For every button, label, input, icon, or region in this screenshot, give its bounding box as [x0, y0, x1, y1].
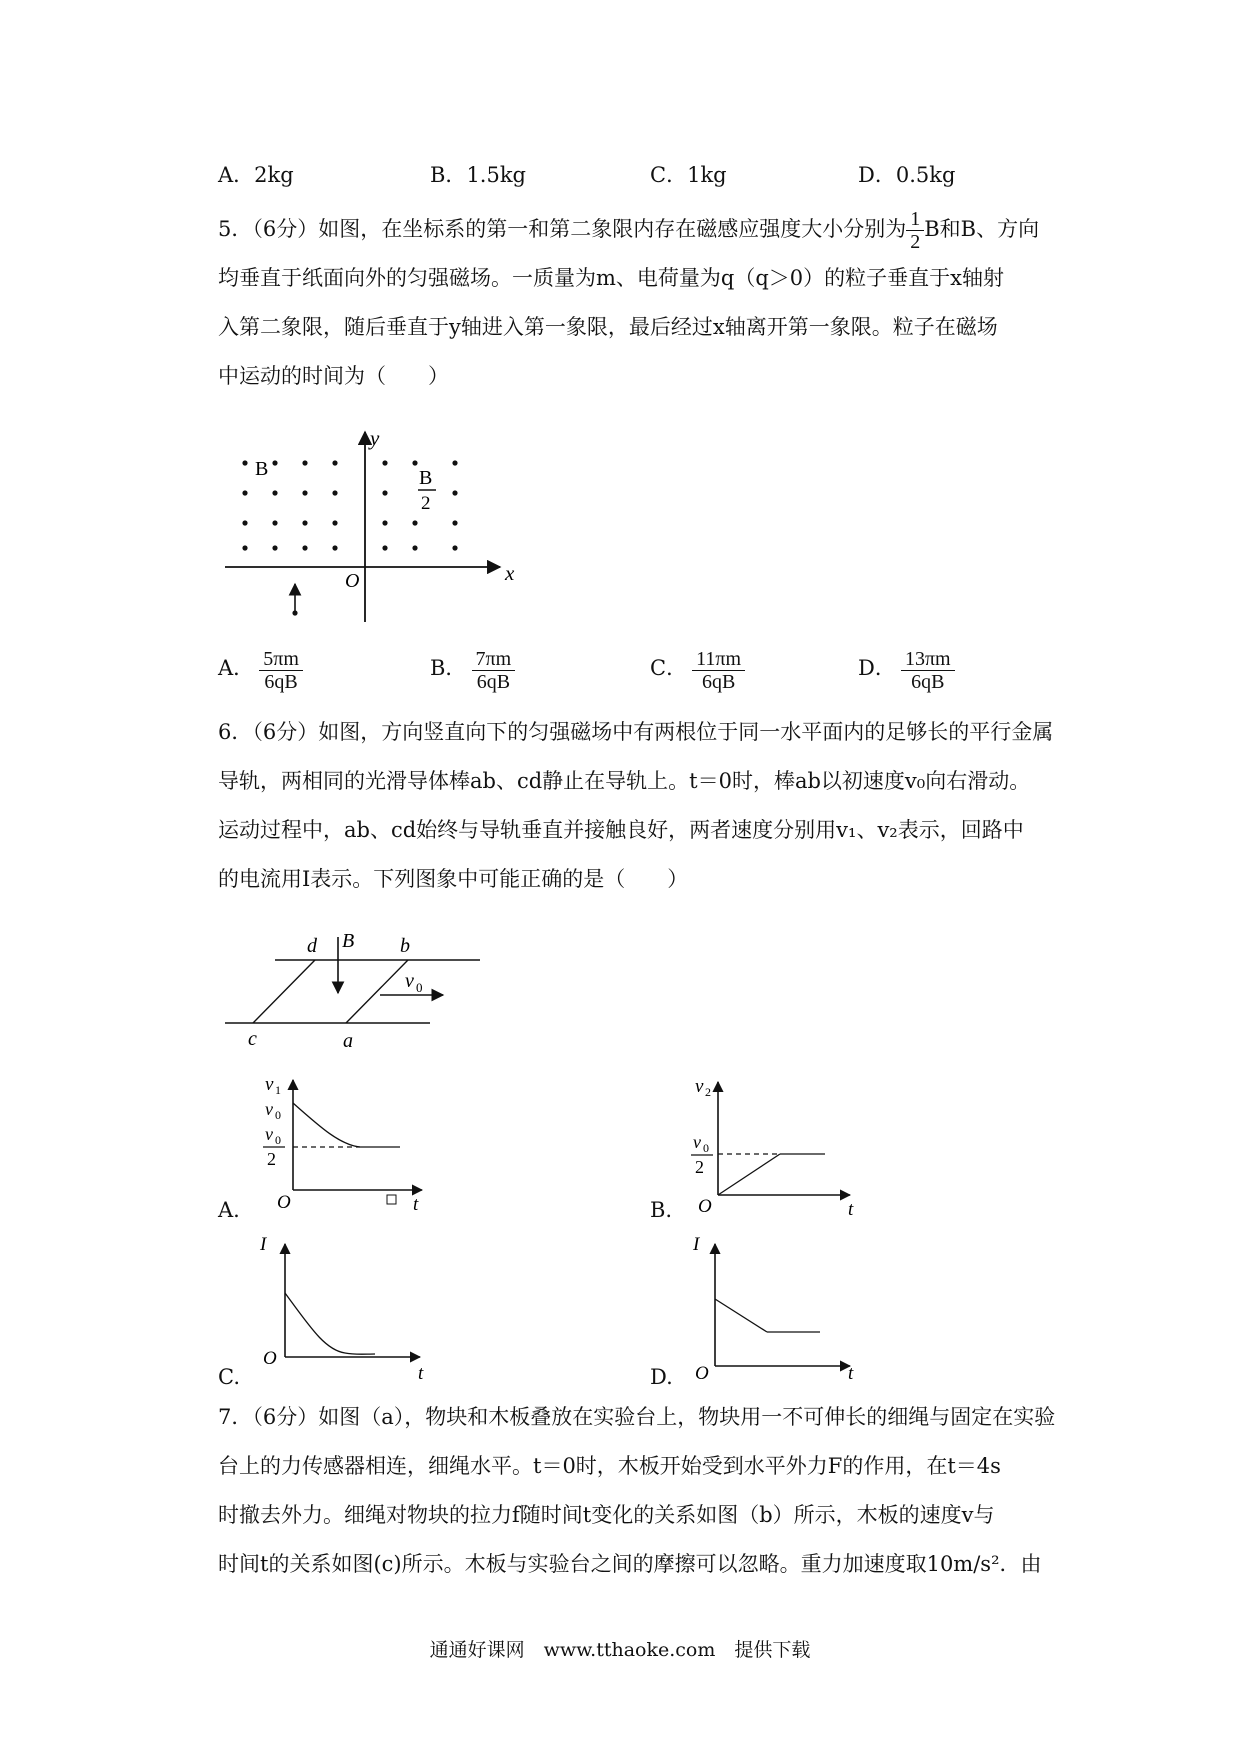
q5-line1-suffix: B和B、方向	[924, 217, 1040, 241]
q4-option-c	[650, 160, 727, 190]
q5-field-figure	[215, 420, 535, 625]
q5-line2: 均垂直于纸面向外的匀强磁场。一质量为m、电荷量为q（q＞0）的粒子垂直于x轴射	[218, 266, 1004, 290]
q6-graph-b-tick-half-num: v	[693, 1132, 701, 1152]
q6-graph-b-label: B.	[650, 1198, 673, 1222]
q6-label-v0-sub: 0	[416, 980, 423, 995]
q6-label-c: c	[248, 1028, 257, 1050]
q4-option-b-label: B．	[430, 163, 467, 187]
q4-option-b-value: 1.5kg	[466, 163, 527, 187]
q6-rails-figure	[215, 915, 495, 1050]
q6-graph-c	[250, 1232, 430, 1382]
q6-graph-b-y-label: v	[695, 1076, 704, 1097]
q6-rod-ab	[346, 960, 408, 1023]
q6-graph-a-y-sub: 1	[275, 1083, 281, 1097]
q6-graph-a-curve	[293, 1103, 360, 1147]
q7-stem	[218, 1393, 1060, 1589]
q5-stem	[218, 205, 1060, 401]
q5-option-d-label: D．	[858, 656, 896, 680]
q5-option-d-den: 6qB	[911, 671, 945, 693]
q6-graph-d-decline	[715, 1299, 767, 1332]
q4-option-c-label: C．	[650, 163, 688, 187]
q6-graph-a-tick-v0-sub: 0	[275, 1108, 281, 1122]
q6-graph-b-origin: O	[698, 1196, 712, 1217]
q5-option-b-frac	[472, 648, 516, 693]
q5-label-b-right-num: B	[419, 467, 433, 489]
q5-option-c-den: 6qB	[701, 671, 736, 693]
q6-graph-a-tick-v0: v	[265, 1099, 273, 1119]
q5-line3: 入第二象限，随后垂直于y轴进入第一象限，最后经过x轴离开第一象限。粒子在磁场	[218, 315, 998, 339]
q5-label-b-left: B	[255, 458, 269, 480]
q5-label-y: y	[370, 426, 380, 450]
q5-option-c-label: C．	[650, 656, 688, 680]
q4-option-d-value: 0.5kg	[895, 163, 956, 187]
q6-graph-b-tick-half-num-sub: 0	[703, 1141, 709, 1155]
q6-graph-a-tick-half-num-sub: 0	[275, 1133, 281, 1147]
q6-graph-b-tick-half-den: 2	[695, 1157, 704, 1177]
q6-label-v0: v	[405, 970, 414, 992]
q6-graph-a-x-label: t	[413, 1194, 419, 1215]
q6-label-B: B	[342, 930, 355, 952]
q5-line4: 中运动的时间为（ ）	[218, 364, 449, 388]
q5-label-b-right-den: 2	[421, 493, 431, 514]
q5-label-origin: O	[345, 570, 360, 592]
q5-option-c-frac	[692, 648, 745, 693]
q6-graph-b-x-label: t	[848, 1199, 854, 1220]
q6-graph-a-origin: O	[277, 1192, 291, 1213]
q5-option-d	[858, 648, 955, 693]
q6-graph-b-ramp	[718, 1154, 780, 1195]
q5-option-b	[430, 648, 515, 693]
q6-graph-c-origin: O	[263, 1348, 277, 1369]
q6-label-d: d	[307, 935, 317, 957]
q5-option-c	[650, 648, 745, 693]
q6-line4: 的电流用I表示。下列图象中可能正确的是（ ）	[218, 867, 689, 891]
q5-option-a-den: 6qB	[264, 671, 298, 693]
q6-graph-c-y-label: I	[260, 1234, 267, 1255]
q5-option-a-label: A．	[218, 656, 255, 680]
q5-option-b-label: B．	[430, 656, 467, 680]
q5-option-a-num: 5πm	[259, 648, 303, 671]
q7-line3: 时撤去外力。细绳对物块的拉力f随时间t变化的关系如图（b）所示，木板的速度v与	[218, 1503, 995, 1527]
q6-stem	[218, 708, 1060, 904]
q4-option-a-label: A．	[218, 163, 255, 187]
q6-graph-d-x-label: t	[848, 1363, 854, 1382]
q6-graph-b	[685, 1070, 865, 1220]
q6-graph-a-tick-half-den: 2	[267, 1149, 276, 1169]
q5-line1-prefix: 5．（6分）如图，在坐标系的第一和第二象限内存在磁感应强度大小分别为	[218, 217, 907, 241]
q6-graph-d-y-label: I	[693, 1234, 700, 1255]
q6-line2: 导轨，两相同的光滑导体棒ab、cd静止在导轨上。t＝0时，棒ab以初速度v₀向右滑动。	[218, 769, 1031, 793]
q5-option-c-num: 11πm	[692, 648, 745, 671]
q6-graph-a-y-label: v	[265, 1074, 274, 1095]
q5-option-d-frac	[901, 648, 955, 693]
q5-option-b-num: 7πm	[472, 648, 516, 671]
q7-line1: 7．（6分）如图（a），物块和木板叠放在实验台上，物块用一不可伸长的细绳与固定在实验	[218, 1405, 1056, 1429]
q4-option-c-value: 1kg	[687, 163, 727, 187]
q6-line1: 6．（6分）如图，方向竖直向下的匀强磁场中有两根位于同一水平面内的足够长的平行金属	[218, 720, 1054, 744]
q6-graph-b-y-sub: 2	[705, 1085, 711, 1099]
q5-option-a	[218, 648, 303, 693]
q5-option-b-den: 6qB	[476, 671, 511, 693]
q4-option-a-value: 2kg	[254, 163, 294, 187]
q6-graph-d	[685, 1232, 865, 1382]
q6-graph-a-tick-half-num: v	[265, 1124, 273, 1144]
q5-label-x: x	[505, 561, 515, 585]
q6-graph-a-box-glyph	[387, 1195, 396, 1204]
q6-graph-c-x-label: t	[418, 1363, 424, 1382]
q7-line4: 时间t的关系如图(c)所示。木板与实验台之间的摩擦可以忽略。重力加速度取10m/s²．由	[218, 1552, 1042, 1576]
q6-label-b: b	[400, 935, 410, 957]
q6-graph-c-curve	[285, 1293, 375, 1354]
page-footer: 通通好课网 www.tthaoke.com 提供下载	[429, 1639, 811, 1661]
q6-rod-cd	[253, 960, 315, 1023]
q4-option-d	[858, 160, 955, 190]
q6-graph-a-label: A.	[218, 1198, 240, 1222]
q5-line1	[218, 205, 1060, 254]
q4-option-b	[430, 160, 526, 190]
q6-line3: 运动过程中，ab、cd始终与导轨垂直并接触良好，两者速度分别用v₁、v₂表示，回路中	[218, 818, 1024, 842]
q5-fraction	[906, 208, 924, 253]
q6-label-a: a	[343, 1030, 353, 1050]
q4-option-a	[218, 160, 294, 190]
q4-option-d-label: D．	[858, 163, 896, 187]
q6-graph-d-label: D.	[650, 1365, 673, 1389]
q6-graph-c-label: C.	[218, 1365, 240, 1389]
q5-fraction-den: 2	[910, 231, 921, 253]
q5-fraction-num: 1	[906, 208, 924, 231]
q5-option-d-num: 13πm	[901, 648, 955, 671]
q7-line2: 台上的力传感器相连，细绳水平。t＝0时，木板开始受到水平外力F的作用，在t＝4s	[218, 1454, 1001, 1478]
q6-graph-d-origin: O	[695, 1363, 709, 1382]
q5-option-a-frac	[259, 648, 303, 693]
q6-graph-a	[250, 1065, 430, 1215]
